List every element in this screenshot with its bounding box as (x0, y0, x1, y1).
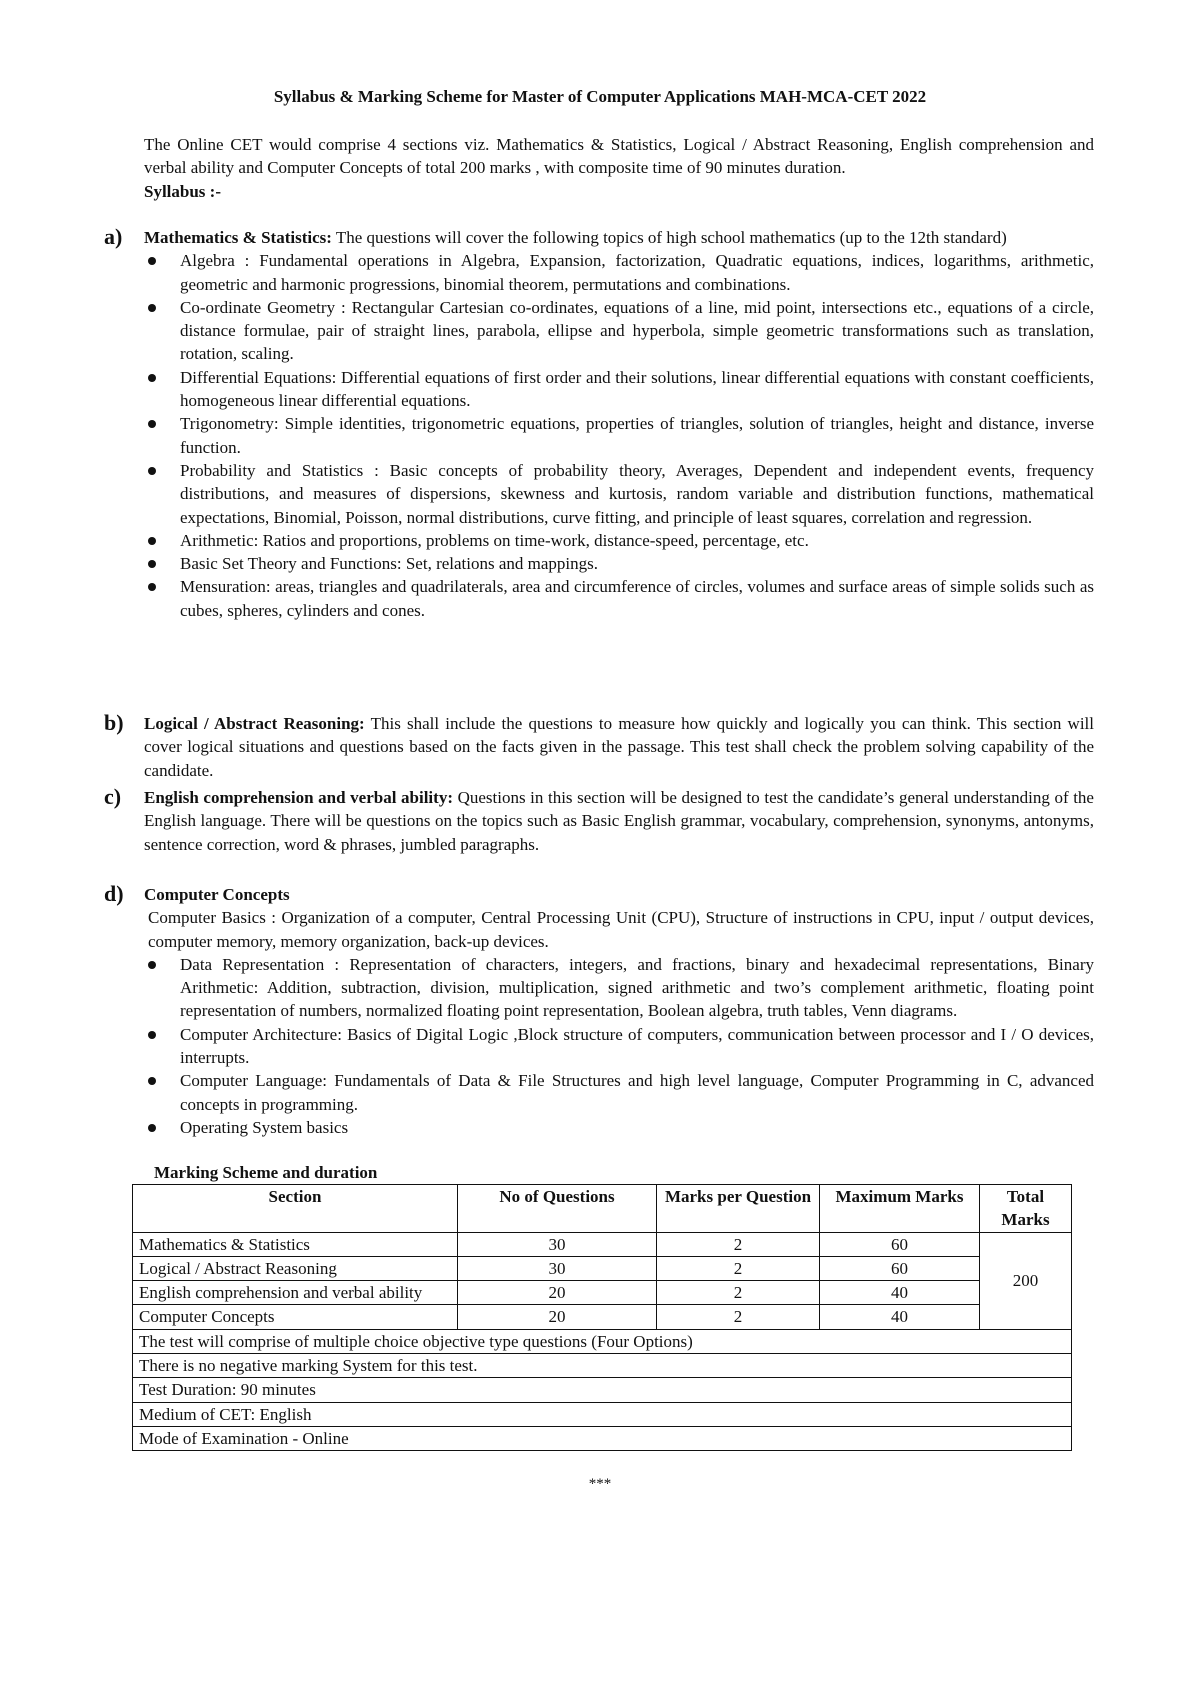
page-title: Syllabus & Marking Scheme for Master of Computer Applications MAH-MCA-CET 2022 (273, 87, 927, 106)
questions-cell: 20 (458, 1305, 657, 1329)
section-cell: English comprehension and verbal ability (133, 1281, 458, 1305)
intro-block (144, 133, 1094, 203)
list-item: Mensuration: areas, triangles and quadrilaterals, area and circumference of circles, volumes and surface areas of simple solids such as cubes, spheres, cylinders and cones. (144, 575, 1094, 622)
table-header-row (133, 1185, 1072, 1233)
section-logical-reasoning (104, 712, 1094, 782)
section-english (104, 786, 1094, 856)
list-item: Co-ordinate Geometry : Rectangular Cartesian co-ordinates, equations of a line, mid point, intersections etc., equations of a circle, distance formulae, pair of straight lines, parabola, ellipse and hyperbola, simple geometric transformations such as translation, rotation, scaling. (144, 296, 1094, 366)
section-letter: c) (104, 784, 122, 809)
section-body (144, 226, 1094, 622)
section-body (144, 712, 1094, 782)
syllabus-heading: Syllabus :- (144, 181, 221, 201)
section-cell: Logical / Abstract Reasoning (133, 1256, 458, 1280)
list-item: Algebra : Fundamental operations in Algebra, Expansion, factorization, Quadratic equations, indices, logarithms, arithmetic, geometric and harmonic progressions, binomial theorem, permutations and combinations. (144, 249, 1094, 296)
table-row (133, 1232, 1072, 1256)
section-body (144, 883, 1094, 1139)
max-marks-cell: 40 (820, 1305, 980, 1329)
section-text: This shall include the questions to measure how quickly and logically you can think. This section will cover logical situations and questions based on the facts given in the passage. This test shall check the problem solving capability of the candidate. (144, 714, 1095, 780)
section-computer-concepts (104, 883, 1094, 1139)
table-row (133, 1305, 1072, 1329)
list-item: Computer Architecture: Basics of Digital Logic ,Block structure of computers, communication between processor and I / O devices, interrupts. (144, 1023, 1094, 1070)
section-letter: b) (104, 710, 124, 735)
note-row (133, 1329, 1072, 1353)
note-row (133, 1426, 1072, 1450)
column-header: Section (133, 1185, 458, 1233)
section-heading: Computer Concepts (144, 885, 290, 904)
intro-paragraph: The Online CET would comprise 4 sections viz. Mathematics & Statistics, Logical / Abstract Reasoning, English comprehension and verbal ability and Computer Concepts of total 200 marks , with composite time of 90 minutes duration. (144, 135, 1094, 178)
topic-list (144, 249, 1094, 622)
section-letter: a) (104, 224, 123, 249)
questions-cell: 30 (458, 1232, 657, 1256)
section-heading: Logical / Abstract Reasoning: (144, 714, 365, 733)
list-item: Basic Set Theory and Functions: Set, relations and mappings. (144, 552, 1094, 575)
section-mathematics (104, 226, 1094, 622)
section-body (144, 786, 1094, 856)
list-item: Probability and Statistics : Basic concepts of probability theory, Averages, Dependent and independent events, frequency distributions, and measures of dispersions, skewness and kurtosis, random variable and distribution functions, mathematical expectations, Binomial, Poisson, normal distributions, curve fitting, and principle of least squares, correlation and regression. (144, 459, 1094, 529)
marking-scheme-heading: Marking Scheme and duration (154, 1163, 378, 1182)
column-header: Total Marks (980, 1185, 1072, 1233)
note-cell: Mode of Examination - Online (133, 1426, 1072, 1450)
total-marks-cell: 200 (980, 1232, 1072, 1329)
marks-per-cell: 2 (657, 1305, 820, 1329)
marking-scheme-table (132, 1184, 1072, 1451)
column-header: Maximum Marks (820, 1185, 980, 1233)
list-item: Arithmetic: Ratios and proportions, problems on time-work, distance-speed, percentage, etc. (144, 529, 1094, 552)
section-cell: Computer Concepts (133, 1305, 458, 1329)
list-item: Trigonometry: Simple identities, trigonometric equations, properties of triangles, solution of triangles, height and distance, inverse function. (144, 412, 1094, 459)
note-cell: Medium of CET: English (133, 1402, 1072, 1426)
note-cell: There is no negative marking System for this test. (133, 1354, 1072, 1378)
section-text: Computer Basics : Organization of a computer, Central Processing Unit (CPU), Structure of instructions in CPU, input / output devices, computer memory, memory organization, back-up devices. (148, 908, 1094, 951)
note-cell: The test will comprise of multiple choice objective type questions (Four Options) (133, 1329, 1072, 1353)
section-text: The questions will cover the following topics of high school mathematics (up to the 12th standard) (331, 228, 1007, 247)
topic-list (144, 953, 1094, 1139)
list-item: Differential Equations: Differential equations of first order and their solutions, linear differential equations with constant coefficients, homogeneous linear differential equations. (144, 366, 1094, 413)
section-text: Questions in this section will be designed to test the candidate’s general understanding of the English language. There will be questions on the topics such as Basic English grammar, vocabulary, comprehension, synonyms, antonyms, sentence correction, word & phrases, jumbled paragraphs. (144, 788, 1094, 854)
section-heading: English comprehension and verbal ability: (144, 788, 453, 807)
note-row (133, 1354, 1072, 1378)
max-marks-cell: 40 (820, 1281, 980, 1305)
list-item: Operating System basics (144, 1116, 1094, 1139)
end-marker: *** (588, 1476, 612, 1492)
marks-per-cell: 2 (657, 1232, 820, 1256)
column-header: Marks per Question (657, 1185, 820, 1233)
note-row (133, 1402, 1072, 1426)
table-row (133, 1256, 1072, 1280)
questions-cell: 30 (458, 1256, 657, 1280)
max-marks-cell: 60 (820, 1232, 980, 1256)
questions-cell: 20 (458, 1281, 657, 1305)
max-marks-cell: 60 (820, 1256, 980, 1280)
section-heading: Mathematics & Statistics: (144, 228, 332, 247)
column-header: No of Questions (458, 1185, 657, 1233)
section-cell: Mathematics & Statistics (133, 1232, 458, 1256)
list-item: Computer Language: Fundamentals of Data & File Structures and high level language, Computer Programming in C, advanced concepts in programming. (144, 1069, 1094, 1116)
marks-per-cell: 2 (657, 1256, 820, 1280)
section-letter: d) (104, 881, 124, 906)
note-cell: Test Duration: 90 minutes (133, 1378, 1072, 1402)
marks-per-cell: 2 (657, 1281, 820, 1305)
list-item: Data Representation : Representation of characters, integers, and fractions, binary and hexadecimal representations, Binary Arithmetic: Addition, subtraction, division, multiplication, signed arithmetic and two’s complement arithmetic, floating point representation of numbers, normalized floating point representation, Boolean algebra, truth tables, Venn diagrams. (144, 953, 1094, 1023)
note-row (133, 1378, 1072, 1402)
table-row (133, 1281, 1072, 1305)
